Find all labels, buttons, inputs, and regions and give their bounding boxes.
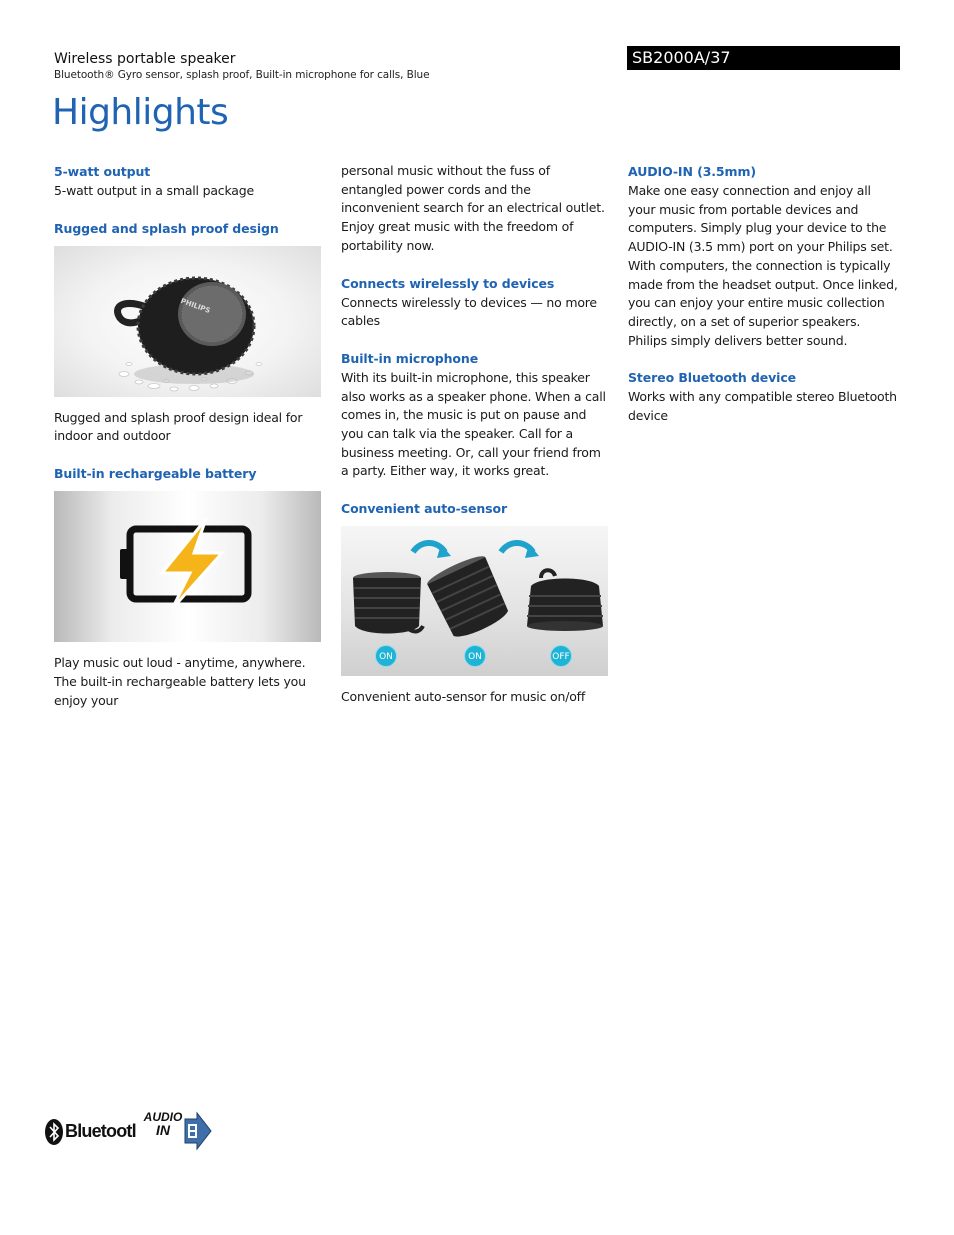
column-2 — [341, 162, 611, 707]
section-caption-rugged: Rugged and splash proof design ideal for indoor and outdoor — [54, 409, 303, 444]
column-1 — [54, 162, 324, 710]
auto-sensor-image — [341, 526, 608, 676]
battery-bolt-icon — [54, 491, 321, 642]
section-title-battery: Built-in rechargeable battery — [54, 466, 257, 482]
section-text-audio-in: Make one easy connection and enjoy all your music from portable devices and computers. Simply plug your device to the AUDIO-IN (3.5 mm) port on your Philips set. With computers, the connection is typically made from the headset output. Once linked, you can enjoy your entire music collection directly, on a set of superior speakers. Philips simply delivers better sound. — [628, 183, 898, 348]
section-caption-auto-sensor: Convenient auto-sensor for music on/off — [341, 689, 586, 705]
audio-in-logo-line1: AUDIO — [143, 1110, 183, 1124]
section-text-5-watt: 5-watt output in a small package — [54, 183, 254, 198]
section-title-wireless: Connects wirelessly to devices — [341, 275, 555, 291]
section-title-microphone: Built-in microphone — [341, 350, 479, 366]
section-title-stereo-bluetooth: Stereo Bluetooth device — [628, 370, 797, 386]
bluetooth-logo — [45, 1118, 135, 1146]
sensor-off-badge: OFF — [550, 645, 572, 667]
audio-in-logo-text — [141, 1111, 185, 1137]
section-title-5-watt: 5-watt output — [54, 164, 151, 179]
battery-image — [54, 491, 321, 642]
sensor-on-badge: ON — [464, 645, 486, 667]
product-line: Wireless portable speaker — [54, 51, 236, 67]
philips-brand-mark: PHILIPS — [179, 296, 212, 315]
speaker-splash-image — [54, 246, 321, 397]
audio-in-icon — [183, 1111, 213, 1151]
audio-in-logo — [141, 1111, 213, 1151]
section-text-battery-continued: personal music without the fuss of entangled power cords and the inconvenient search for an electrical outlet. Enjoy great music with the freedom of portability now. — [341, 163, 605, 253]
section-text-microphone: With its built-in microphone, this speaker also works as a speaker phone. When a call comes in, the music is put on pause and you can talk via the speaker. Call for a business meeting. Or, call your friend from a party. Either way, it works great. — [341, 369, 606, 479]
sensor-on-badge: ON — [375, 645, 397, 667]
section-text-battery: Play music out loud - anytime, anywhere. The built-in rechargeable battery lets you enjoy your — [54, 655, 306, 708]
section-text-wireless: Connects wirelessly to devices — no more cables — [341, 294, 597, 329]
audio-in-logo-line2: IN — [156, 1122, 170, 1138]
column-3 — [628, 162, 898, 426]
bluetooth-icon — [45, 1119, 63, 1145]
section-title-rugged: Rugged and splash proof design — [54, 220, 279, 236]
product-subline: Bluetooth® Gyro sensor, splash proof, Built-in microphone for calls, Blue — [54, 69, 430, 81]
model-number-badge: SB2000A/37 — [627, 46, 900, 70]
section-text-stereo-bluetooth: Works with any compatible stereo Bluetooth device — [628, 389, 897, 424]
section-title-audio-in: AUDIO-IN (3.5mm) — [628, 164, 756, 179]
section-title-auto-sensor: Convenient auto-sensor — [341, 501, 508, 517]
bluetooth-logo-text: Bluetootl — [65, 1121, 136, 1141]
page-title: Highlights — [52, 92, 229, 133]
